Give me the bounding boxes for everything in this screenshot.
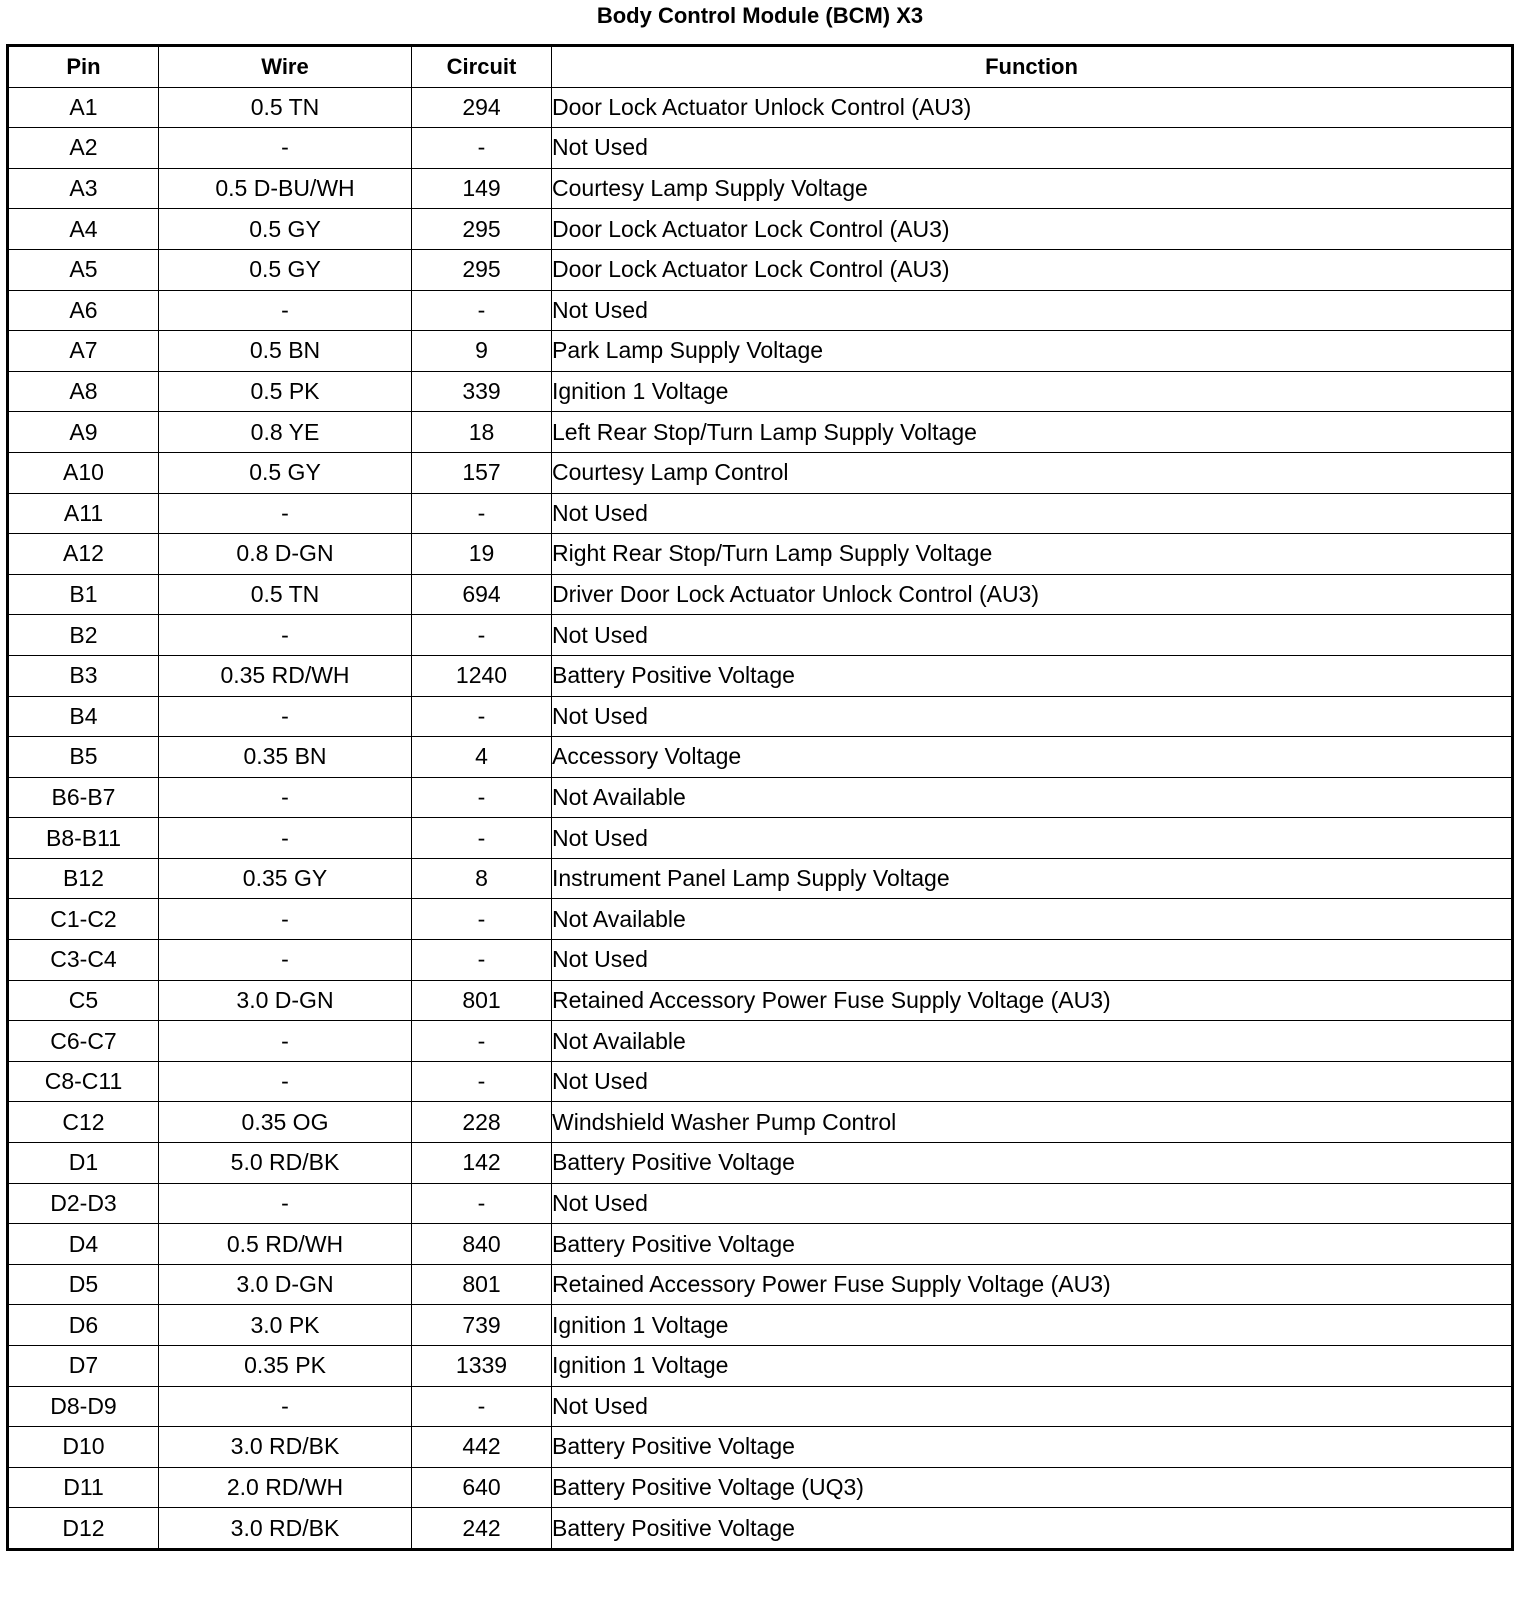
cell-circuit: 228 <box>412 1102 552 1143</box>
cell-pin: C8-C11 <box>8 1061 159 1102</box>
cell-circuit: 295 <box>412 209 552 250</box>
table-row <box>8 452 1513 493</box>
cell-function: Not Used <box>552 290 1513 331</box>
table-row <box>8 1427 1513 1468</box>
cell-pin: A12 <box>8 534 159 575</box>
table-row <box>8 331 1513 372</box>
cell-wire: 3.0 PK <box>159 1305 412 1346</box>
cell-function: Door Lock Actuator Lock Control (AU3) <box>552 249 1513 290</box>
cell-wire: - <box>159 1021 412 1062</box>
table-row <box>8 940 1513 981</box>
cell-wire: 0.5 D-BU/WH <box>159 168 412 209</box>
cell-wire: 3.0 D-GN <box>159 1264 412 1305</box>
cell-function: Ignition 1 Voltage <box>552 371 1513 412</box>
table-row <box>8 899 1513 940</box>
cell-function: Right Rear Stop/Turn Lamp Supply Voltage <box>552 534 1513 575</box>
cell-circuit: - <box>412 899 552 940</box>
cell-function: Battery Positive Voltage <box>552 1143 1513 1184</box>
cell-circuit: 801 <box>412 1264 552 1305</box>
cell-wire: - <box>159 1061 412 1102</box>
cell-wire: - <box>159 1386 412 1427</box>
cell-pin: A8 <box>8 371 159 412</box>
cell-pin: A3 <box>8 168 159 209</box>
cell-circuit: 294 <box>412 87 552 128</box>
cell-wire: 0.35 PK <box>159 1346 412 1387</box>
cell-pin: C6-C7 <box>8 1021 159 1062</box>
cell-circuit: 840 <box>412 1224 552 1265</box>
cell-circuit: 8 <box>412 858 552 899</box>
table-row <box>8 980 1513 1021</box>
cell-wire: 0.5 RD/WH <box>159 1224 412 1265</box>
cell-circuit: 801 <box>412 980 552 1021</box>
cell-wire: - <box>159 899 412 940</box>
cell-wire: 0.8 D-GN <box>159 534 412 575</box>
cell-pin: B12 <box>8 858 159 899</box>
table-row <box>8 1346 1513 1387</box>
cell-function: Not Used <box>552 940 1513 981</box>
cell-function: Instrument Panel Lamp Supply Voltage <box>552 858 1513 899</box>
cell-wire: - <box>159 940 412 981</box>
cell-pin: D12 <box>8 1508 159 1550</box>
cell-pin: D10 <box>8 1427 159 1468</box>
cell-wire: - <box>159 696 412 737</box>
cell-wire: 3.0 D-GN <box>159 980 412 1021</box>
cell-circuit: - <box>412 290 552 331</box>
cell-pin: C1-C2 <box>8 899 159 940</box>
cell-pin: D2-D3 <box>8 1183 159 1224</box>
cell-circuit: - <box>412 818 552 859</box>
cell-pin: B2 <box>8 615 159 656</box>
cell-pin: A4 <box>8 209 159 250</box>
table-row <box>8 290 1513 331</box>
table-row <box>8 858 1513 899</box>
cell-circuit: 9 <box>412 331 552 372</box>
cell-wire: 0.5 GY <box>159 452 412 493</box>
cell-pin: C12 <box>8 1102 159 1143</box>
cell-pin: A10 <box>8 452 159 493</box>
cell-function: Not Available <box>552 777 1513 818</box>
cell-pin: C3-C4 <box>8 940 159 981</box>
table-row <box>8 249 1513 290</box>
table-row <box>8 1508 1513 1550</box>
cell-function: Retained Accessory Power Fuse Supply Voltage (AU3) <box>552 1264 1513 1305</box>
cell-pin: D8-D9 <box>8 1386 159 1427</box>
cell-wire: 0.5 GY <box>159 249 412 290</box>
table-row <box>8 655 1513 696</box>
table-row <box>8 168 1513 209</box>
table-row <box>8 1061 1513 1102</box>
table-row <box>8 1467 1513 1508</box>
cell-pin: A9 <box>8 412 159 453</box>
cell-circuit: 339 <box>412 371 552 412</box>
table-row <box>8 615 1513 656</box>
cell-function: Not Used <box>552 1386 1513 1427</box>
cell-wire: 5.0 RD/BK <box>159 1143 412 1184</box>
cell-pin: D1 <box>8 1143 159 1184</box>
cell-wire: 0.8 YE <box>159 412 412 453</box>
cell-pin: B1 <box>8 574 159 615</box>
cell-circuit: 19 <box>412 534 552 575</box>
cell-wire: - <box>159 290 412 331</box>
cell-circuit: 4 <box>412 737 552 778</box>
cell-pin: D11 <box>8 1467 159 1508</box>
cell-circuit: 142 <box>412 1143 552 1184</box>
table-row <box>8 1183 1513 1224</box>
cell-function: Battery Positive Voltage <box>552 1427 1513 1468</box>
table-row <box>8 737 1513 778</box>
cell-function: Accessory Voltage <box>552 737 1513 778</box>
cell-pin: D5 <box>8 1264 159 1305</box>
table-row <box>8 696 1513 737</box>
cell-function: Battery Positive Voltage <box>552 1508 1513 1550</box>
table-row <box>8 534 1513 575</box>
cell-function: Windshield Washer Pump Control <box>552 1102 1513 1143</box>
cell-circuit: - <box>412 493 552 534</box>
cell-wire: - <box>159 818 412 859</box>
table-row <box>8 1386 1513 1427</box>
cell-circuit: 640 <box>412 1467 552 1508</box>
cell-pin: A1 <box>8 87 159 128</box>
cell-function: Battery Positive Voltage <box>552 1224 1513 1265</box>
cell-circuit: 18 <box>412 412 552 453</box>
table-row <box>8 209 1513 250</box>
pinout-table <box>6 44 1514 1551</box>
cell-wire: 0.35 OG <box>159 1102 412 1143</box>
cell-function: Door Lock Actuator Lock Control (AU3) <box>552 209 1513 250</box>
cell-function: Courtesy Lamp Control <box>552 452 1513 493</box>
cell-circuit: - <box>412 1021 552 1062</box>
cell-circuit: 442 <box>412 1427 552 1468</box>
cell-function: Left Rear Stop/Turn Lamp Supply Voltage <box>552 412 1513 453</box>
cell-function: Ignition 1 Voltage <box>552 1346 1513 1387</box>
column-header-wire: Wire <box>159 46 412 88</box>
cell-wire: 0.5 GY <box>159 209 412 250</box>
table-row <box>8 818 1513 859</box>
table-body <box>8 87 1513 1549</box>
table-row <box>8 371 1513 412</box>
column-header-function: Function <box>552 46 1513 88</box>
cell-pin: B4 <box>8 696 159 737</box>
cell-pin: A7 <box>8 331 159 372</box>
table-header <box>8 46 1513 88</box>
cell-wire: 0.35 RD/WH <box>159 655 412 696</box>
page-title: Body Control Module (BCM) X3 <box>596 3 924 28</box>
table-row <box>8 777 1513 818</box>
cell-circuit: - <box>412 615 552 656</box>
cell-wire: 0.35 BN <box>159 737 412 778</box>
cell-circuit: 1240 <box>412 655 552 696</box>
cell-pin: A11 <box>8 493 159 534</box>
cell-function: Not Available <box>552 1021 1513 1062</box>
cell-function: Ignition 1 Voltage <box>552 1305 1513 1346</box>
cell-function: Not Used <box>552 128 1513 169</box>
cell-function: Not Used <box>552 1183 1513 1224</box>
cell-circuit: - <box>412 128 552 169</box>
cell-pin: D6 <box>8 1305 159 1346</box>
cell-circuit: - <box>412 1386 552 1427</box>
table-row <box>8 412 1513 453</box>
cell-circuit: 157 <box>412 452 552 493</box>
cell-pin: D7 <box>8 1346 159 1387</box>
cell-circuit: 242 <box>412 1508 552 1550</box>
cell-function: Door Lock Actuator Unlock Control (AU3) <box>552 87 1513 128</box>
cell-circuit: - <box>412 1183 552 1224</box>
cell-function: Battery Positive Voltage (UQ3) <box>552 1467 1513 1508</box>
cell-pin: D4 <box>8 1224 159 1265</box>
cell-function: Retained Accessory Power Fuse Supply Voltage (AU3) <box>552 980 1513 1021</box>
cell-wire: 0.35 GY <box>159 858 412 899</box>
cell-circuit: 149 <box>412 168 552 209</box>
cell-circuit: 295 <box>412 249 552 290</box>
cell-wire: 0.5 PK <box>159 371 412 412</box>
table-row <box>8 1305 1513 1346</box>
cell-circuit: - <box>412 696 552 737</box>
cell-pin: A6 <box>8 290 159 331</box>
table-row <box>8 1224 1513 1265</box>
cell-circuit: - <box>412 777 552 818</box>
cell-function: Not Used <box>552 615 1513 656</box>
cell-wire: - <box>159 493 412 534</box>
cell-pin: B6-B7 <box>8 777 159 818</box>
cell-pin: C5 <box>8 980 159 1021</box>
cell-pin: B8-B11 <box>8 818 159 859</box>
cell-function: Not Used <box>552 818 1513 859</box>
cell-function: Park Lamp Supply Voltage <box>552 331 1513 372</box>
cell-pin: B3 <box>8 655 159 696</box>
cell-wire: 2.0 RD/WH <box>159 1467 412 1508</box>
table-row <box>8 574 1513 615</box>
cell-function: Battery Positive Voltage <box>552 655 1513 696</box>
cell-pin: B5 <box>8 737 159 778</box>
table-row <box>8 1264 1513 1305</box>
cell-wire: 3.0 RD/BK <box>159 1508 412 1550</box>
cell-wire: - <box>159 1183 412 1224</box>
cell-wire: 3.0 RD/BK <box>159 1427 412 1468</box>
table-row <box>8 1021 1513 1062</box>
cell-wire: 0.5 TN <box>159 87 412 128</box>
cell-function: Courtesy Lamp Supply Voltage <box>552 168 1513 209</box>
header-row <box>8 46 1513 88</box>
column-header-pin: Pin <box>8 46 159 88</box>
cell-circuit: 739 <box>412 1305 552 1346</box>
cell-function: Not Used <box>552 1061 1513 1102</box>
cell-wire: - <box>159 128 412 169</box>
cell-circuit: - <box>412 940 552 981</box>
cell-function: Driver Door Lock Actuator Unlock Control (AU3) <box>552 574 1513 615</box>
column-header-circuit: Circuit <box>412 46 552 88</box>
cell-circuit: - <box>412 1061 552 1102</box>
cell-circuit: 1339 <box>412 1346 552 1387</box>
cell-circuit: 694 <box>412 574 552 615</box>
cell-function: Not Used <box>552 696 1513 737</box>
cell-function: Not Used <box>552 493 1513 534</box>
cell-wire: 0.5 TN <box>159 574 412 615</box>
cell-pin: A5 <box>8 249 159 290</box>
table-row <box>8 1143 1513 1184</box>
cell-wire: 0.5 BN <box>159 331 412 372</box>
cell-wire: - <box>159 777 412 818</box>
cell-pin: A2 <box>8 128 159 169</box>
table-row <box>8 87 1513 128</box>
table-row <box>8 493 1513 534</box>
cell-wire: - <box>159 615 412 656</box>
cell-function: Not Available <box>552 899 1513 940</box>
table-row <box>8 1102 1513 1143</box>
table-row <box>8 128 1513 169</box>
